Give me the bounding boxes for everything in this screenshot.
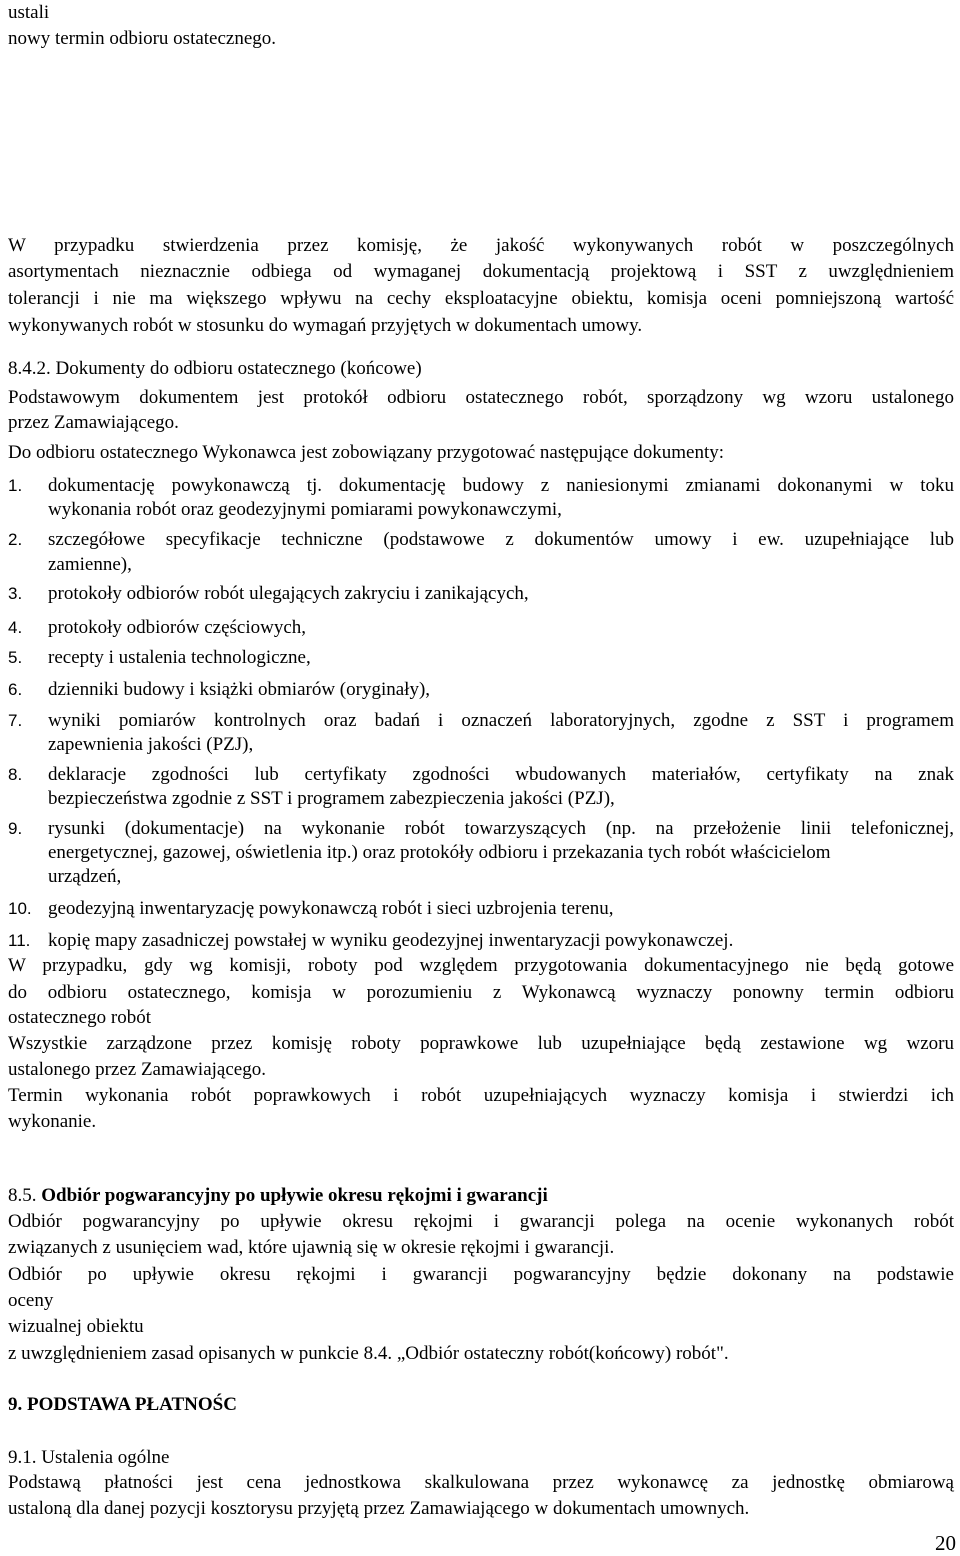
text-line: Podstawowym dokumentem jest protokół odbioru ostatecznego robót, sporządzony wg wzoru ustalonego: [8, 387, 954, 408]
text-line: wizualnej obiektu: [8, 1316, 144, 1337]
text-line: nowy termin odbioru ostatecznego.: [8, 28, 277, 49]
text-line: wykonanie.: [8, 1111, 97, 1132]
section-heading-9-1: 9.1. Ustalenia ogólne: [8, 1447, 170, 1468]
section-title: Odbiór pogwarancyjny po upływie okresu rękojmi i gwarancji: [41, 1185, 548, 1206]
section-heading-8-5: [8, 1183, 548, 1209]
text-line: ustalonego przez Zamawiającego.: [8, 1059, 266, 1080]
text-line: Odbiór po upływie okresu rękojmi i gwarancji pogwarancyjny będzie dokonany na podstawie: [8, 1264, 954, 1285]
text-line: do odbioru ostatecznego, komisja w porozumieniu z Wykonawcą wyznaczy ponowny termin odbioru: [8, 982, 954, 1003]
text-line: z uwzględnieniem zasad opisanych w punkcie 8.4. „Odbiór ostateczny robót(końcowy) robót".: [8, 1343, 729, 1364]
text-line: Termin wykonania robót poprawkowych i robót uzupełniających wyznaczy komisja i stwierdzi ich: [8, 1085, 954, 1106]
section-number: 8.5.: [8, 1185, 37, 1206]
text-line: wykonywanych robót w stosunku do wymagań przyjętych w dokumentach umowy.: [8, 315, 643, 336]
text-line: Wszystkie zarządzone przez komisję roboty poprawkowe lub uzupełniające będą zestawione wg wzoru: [8, 1033, 954, 1054]
text-line: Do odbioru ostatecznego Wykonawca jest zobowiązany przygotować następujące dokumenty:: [8, 442, 725, 463]
text-line: przez Zamawiającego.: [8, 412, 179, 433]
text-line: ostatecznego robót: [8, 1007, 151, 1028]
text-line: W przypadku stwierdzenia przez komisję, że jakość wykonywanych robót w poszczególnych: [8, 235, 954, 256]
page-number: 20: [935, 1531, 956, 1555]
text-line: tolerancji i nie ma większego wpływu na cechy eksploatacyjne obiektu, komisja oceni pomniejszoną wartość: [8, 288, 954, 309]
text-line: W przypadku, gdy wg komisji, roboty pod względem przygotowania dokumentacyjnego nie będą gotowe: [8, 955, 954, 976]
text-line: asortymentach nieznacznie odbiega od wymaganej dokumentacją projektową i SST z uwzględnieniem: [8, 261, 954, 282]
section-heading-8-4-2: 8.4.2. Dokumenty do odbioru ostatecznego (końcowe): [8, 358, 422, 379]
text-line: związanych z usunięciem wad, które ujawnią się w okresie rękojmi i gwarancji.: [8, 1237, 615, 1258]
text-line: Odbiór pogwarancyjny po upływie okresu rękojmi i gwarancji polega na ocenie wykonanych robót: [8, 1211, 954, 1232]
text-line: ustali: [8, 2, 50, 23]
text-line: ustaloną dla danej pozycji kosztorysu przyjętą przez Zamawiającego w dokumentach umownych.: [8, 1498, 750, 1519]
section-heading-9: 9. PODSTAWA PŁATNOŚC: [8, 1394, 237, 1415]
text-line: Podstawą płatności jest cena jednostkowa skalkulowana przez wykonawcę za jednostkę obmiarową: [8, 1472, 954, 1493]
text-line: oceny: [8, 1290, 54, 1311]
